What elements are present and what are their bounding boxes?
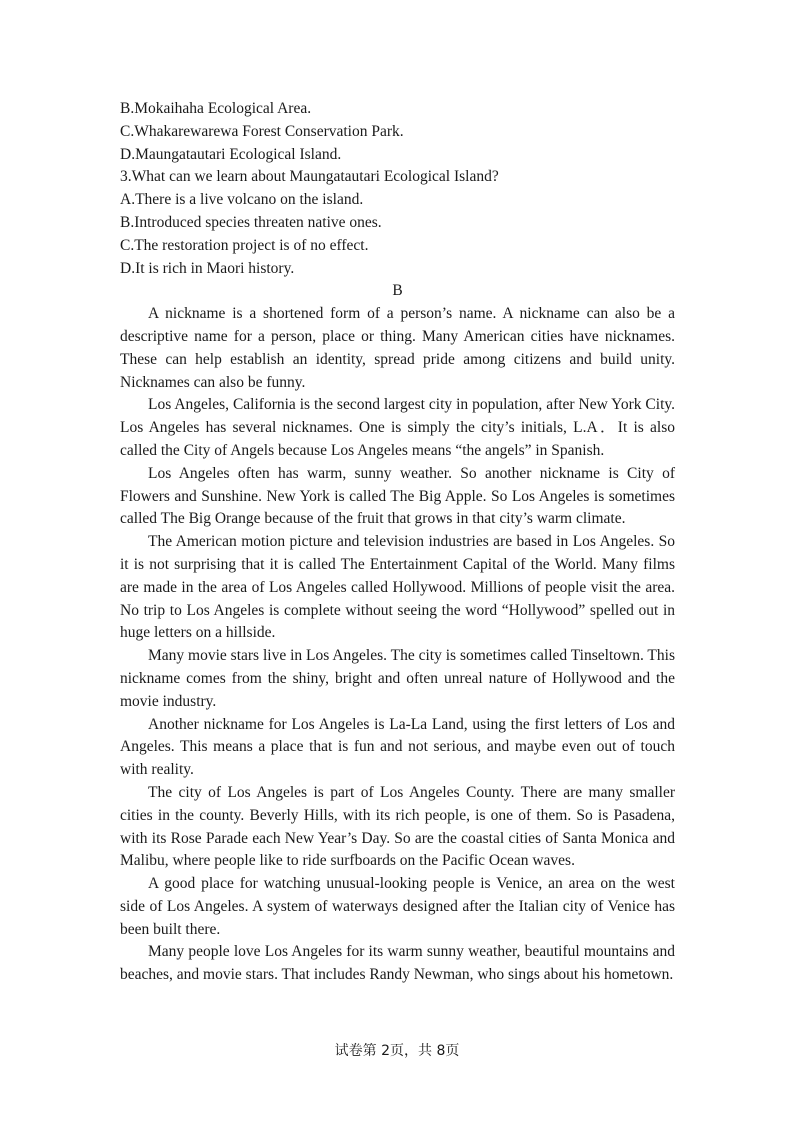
page-number-footer: 试卷第 2页，共 8页 [334,1043,460,1059]
answer-option: C.The restoration project is of no effect. [120,236,369,254]
answer-option: A.There is a live volcano on the island. [120,191,364,209]
passage-paragraph: Many people love Los Angeles for its warm sunny weather, beautiful mountains and beaches, and movie stars. That includes Randy Newman, who sings about his hometown. [120,943,675,984]
passage-paragraph: Los Angeles, California is the second largest city in population, after New York City. Los Angeles has several nicknames. One is simply the city’s initials, L.A．It is also called the City of Angels because Los Angeles means “the angels” in Spanish. [120,396,675,459]
question-prompt: 3.What can we learn about Maungatautari Ecological Island? [120,168,499,186]
passage-paragraph: The American motion picture and television industries are based in Los Angeles. So it is not surprising that it is called The Entertainment Capital of the World. Many films are made in the area of Los Angeles called Hollywood. Millions of people visit the area. No trip to Los Angeles is complete without seeing the word “Hollywood” spelled out in huge letters on a hillside. [120,533,675,642]
answer-option: D.It is rich in Maori history. [120,259,295,277]
passage-paragraph: A nickname is a shortened form of a person’s name. A nickname can also be a descriptive name for a person, place or thing. Many American cities have nicknames. These can help establish an identity, spread pride among citizens and build unity. Nicknames can also be funny. [120,305,675,391]
passage-paragraph: Los Angeles often has warm, sunny weather. So another nickname is City of Flowers and Sunshine. New York is called The Big Apple. So Los Angeles is sometimes called The Big Orange because of the fruit that grows in that city’s warm climate. [120,464,675,528]
passage-paragraph: A good place for watching unusual-looking people is Venice, an area on the west side of Los Angeles. A system of waterways designed after the Italian city of Venice has been built there. [120,875,675,938]
passage-paragraph: Many movie stars live in Los Angeles. The city is sometimes called Tinseltown. This nickname comes from the shiny, bright and often unreal nature of Hollywood and the movie industry. [120,647,675,710]
section-label: B [392,282,403,300]
passage-paragraph: The city of Los Angeles is part of Los Angeles County. There are many smaller cities in the county. Beverly Hills, with its rich people, is one of them. So is Pasadena, with its Rose Parade each New Year’s Day. So are the coastal cities of Santa Monica and Malibu, where people like to ride surfboards on the Pacific Ocean waves. [120,783,675,870]
answer-option: B.Mokaihaha Ecological Area. [120,100,312,117]
answer-option: C.Whakarewarewa Forest Conservation Park. [120,122,404,140]
exam-page-content [120,98,675,987]
answer-option: D.Maungatautari Ecological Island. [120,145,342,163]
passage-paragraph: Another nickname for Los Angeles is La-La Land, using the first letters of Los and Angeles. This means a place that is fun and not serious, and maybe even out of touch with reality. [120,715,675,779]
answer-option: B.Introduced species threaten native ones. [120,213,382,231]
